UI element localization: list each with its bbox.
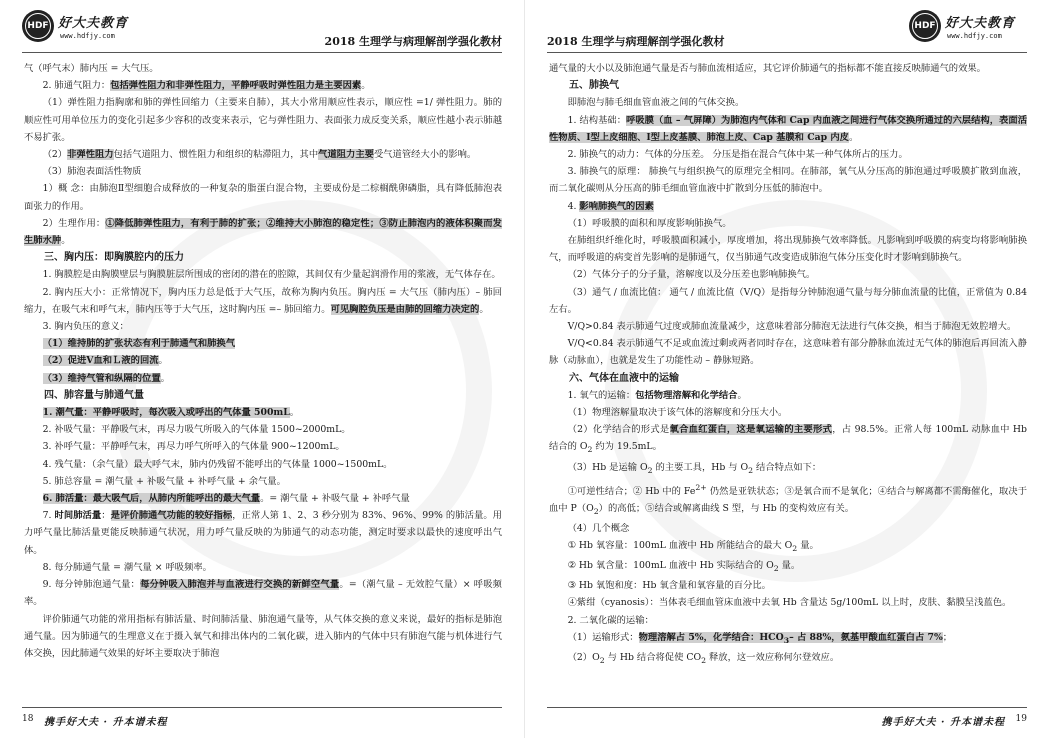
body-paragraph: （1）呼吸膜的面积和厚度影响肺换气。 (567, 217, 732, 229)
page-footer (547, 707, 1027, 732)
body-paragraph: V/Q>0.84 表示肺通气过度或肺血流量减少，这意味着部分肺泡无法进行气体交换，相当于肺泡无效腔增大。 (567, 321, 1017, 333)
body-paragraph: （2）气体分子的分子量，溶解度以及分压差也影响肺换气。 (567, 269, 816, 281)
page-left (0, 0, 524, 738)
body-paragraph: 4. 影响肺换气的因素 (567, 200, 654, 212)
body-paragraph: 在肺组织纤维化时，呼吸膜面积减小，厚度增加，将出现肺换气效率降低。凡影响到呼吸膜的病变均将影响肺换气，而呼吸道的病变首先影响的是肺通气，仅当肺通气改变造成肺泡气体分压变化时才影响到肺换气。 (549, 235, 1027, 264)
footer-slogan: 携手好大夫 · 升本谱未程 (44, 717, 168, 728)
body-paragraph: 1. 胸膜腔是由胸膜壁层与胸膜脏层所围成的密闭的潜在的腔隙，其间仅有少量起润滑作用的浆液，无气体存在。 (42, 269, 501, 281)
body-paragraph: 3. 补呼气量：平静呼气末，再尽力呼气所呼入的气体量 900~1200mL。 (42, 441, 345, 453)
body-paragraph: 4. 残气量：（余气量）最大呼气末，肺内仍残留不能呼出的气体量 1000~1500mL。 (42, 458, 393, 470)
body-paragraph: 6. 肺活量：最大吸气后，从肺内所能呼出的最大气量。= 潮气量 + 补吸气量 + 补呼气量 (42, 493, 410, 505)
page-body (24, 60, 502, 662)
page-number: 18 (22, 714, 34, 724)
section-heading: 三、胸内压：即胸膜腔内的压力 (44, 252, 184, 264)
body-paragraph: 通气量的大小以及肺泡通气量是否与肺血流相适应，其它评价肺通气的指标都不能直接反映肺通气的效果。 (549, 63, 986, 74)
body-paragraph: （1）运输形式：物理溶解占 5%，化学结合：$HCO_3-$ 占 88%，氨基甲酸血红蛋白占 7%； (567, 631, 953, 645)
body-paragraph: 5. 肺总容量 = 潮气量 + 补吸气量 + 补呼气量 + 余气量。 (42, 475, 286, 487)
body-paragraph: 2）生理作用：①降低肺弹性阻力，有利于肺的扩张；②维持大小肺泡的稳定性；③防止肺泡内的液体积聚而发生肺水肿。 (24, 217, 502, 247)
body-paragraph: ④紫绀（cyanosis）：当体表毛细血管床血液中去氧 Hb 含量达 5g/100mL 以上时，皮肤、黏膜呈浅蓝色。 (567, 597, 1012, 609)
page-right (525, 0, 1049, 738)
body-paragraph: 3. 肺换气的原理： 肺换气与组织换气的原理完全相同。在肺部，氧气从分压高的肺泡通过呼吸膜扩散到血液，而二氧化碳则从分压高的肺毛细血管血液中扩散到分压低的肺泡中。 (549, 166, 1027, 195)
body-paragraph: 评价肺通气功能的常用指标有肺活量、时间肺活量、肺泡通气量等，从气体交换的意义来说，最好的指标是肺泡通气量。因为肺通气的生理意义在于摄入氧气和排出体内的二氧化碳，进入肺内的气体中只有肺泡气能与机体进行气体交换，因此肺通气效果的好坏主要取决于肺泡 (24, 613, 502, 659)
body-paragraph: 1. 结构基础：呼吸膜（血 – 气屏障）为肺泡内气体和 Cap 内血液之间进行气体交换所通过的六层结构，表面活性物质、Ⅰ型上皮细胞、Ⅰ型上皮基膜、肺泡上皮、Cap 基膜和 Cap 内皮。 (549, 114, 1027, 143)
body-paragraph: 8. 每分肺通气量 = 潮气量 × 呼吸频率。 (42, 561, 212, 573)
page-number: 19 (1015, 714, 1027, 724)
page-header (22, 6, 502, 53)
brand-url: www.hdfjy.com (947, 32, 1002, 40)
page-header (547, 6, 1027, 53)
brand-seal-icon: HDF (22, 10, 54, 42)
header-title: 2018 生理学与病理解剖学强化教材 (547, 35, 725, 48)
body-paragraph: 即肺泡与肺毛细血管血液之间的气体交换。 (567, 97, 745, 109)
body-paragraph: ①可逆性结合；② Hb 中的 $Fe^{2+}$ 仍然是亚铁状态；③是氧合而不是氧化；④结合与解离都不需酶催化，取决于血中 $P(O_2)$的高低；⑤结合或解离曲线 S 型，与 Hb 的变构效应有关。 (549, 482, 1027, 516)
footer-slogan: 携手好大夫 · 升本谱未程 (881, 717, 1005, 728)
body-paragraph: 2. 胸内压大小：正常情况下，胸内压力总是低于大气压，故称为胸内负压。胸内压 = 大气压（肺内压）– 肺回缩力，在吸气末和呼气末，肺内压等于大气压，这时胸内压 =– 肺回缩力。可见胸腔负压是由肺的回缩力决定的。 (24, 286, 502, 315)
body-paragraph: 1. 潮气量：平静呼吸时，每次吸入或呼出的气体量 500mL。 (42, 407, 300, 419)
header-title: 2018 生理学与病理解剖学强化教材 (324, 35, 502, 48)
body-paragraph: 气（呼气末）肺内压 = 大气压。 (24, 63, 159, 74)
brand-url: www.hdfjy.com (60, 32, 115, 40)
body-paragraph: （3）Hb 是运输 $O_2$ 的主要工具，Hb 与 $O_2$ 结合特点如下： (567, 461, 822, 475)
body-paragraph: 1. 氧气的运输：包括物理溶解和化学结合。 (567, 389, 747, 401)
body-paragraph: （2）化学结合的形式是氧合血红蛋白，这是氧运输的主要形式，占 98.5%。正常人每 100mL 动脉血中 Hb 结合的 $O_2$ 约为 19.5mL。 (549, 424, 1027, 455)
page-footer (22, 707, 502, 732)
body-paragraph: 9. 每分钟肺泡通气量：每分钟吸入肺泡并与血液进行交换的新鲜空气量。=（潮气量 – 无效腔气量）× 呼吸频率。 (24, 579, 502, 608)
body-paragraph: （2）促进Ⅴ血和Ｌ液的回流。 (42, 355, 168, 367)
brand-logo (909, 10, 1027, 50)
section-heading: 四、肺容量与肺通气量 (44, 389, 144, 401)
body-paragraph: 2. 补吸气量：平静吸气末，再尽力吸气所吸入的气体量 1500~2000mL。 (42, 424, 351, 436)
brand-name: 好大夫教育 (945, 16, 1016, 31)
brand-logo (22, 10, 140, 50)
body-paragraph: （3）维持气管和纵隔的位置。 (42, 372, 170, 384)
body-paragraph: 7. 时间肺活量：是评价肺通气功能的较好指标，正常人第 1、2、3 秒分别为 83%、96%、99% 的肺活量。用力呼气量比肺活量更能反映肺通气状况，用力呼气量反映的为肺通气的动态功能，测定时要求以最快的速度呼出气体。 (24, 510, 502, 556)
body-paragraph: （1）维持肺的扩张状态有利于肺通气和肺换气 (42, 338, 236, 350)
body-paragraph: 2. 二氧化碳的运输： (567, 614, 654, 626)
body-paragraph: $(2)O_2$ 与 Hb 结合将促使 $CO_2$ 释放，这一效应称何尔登效应。 (567, 651, 840, 665)
section-heading: 六、气体在血液中的运输 (569, 372, 679, 384)
body-paragraph: V/Q<0.84 表示肺通气不足或血流过剩或两者同时存在，这意味着有部分静脉血流过无气体的肺泡后再回流入静脉（动脉血），也就是发生了功能性动 – 静脉短路。 (549, 338, 1027, 367)
body-paragraph: ② Hb 氧含量：100mL 血液中 Hb 实际结合的 $O_2$ 量。 (567, 560, 801, 574)
body-paragraph: ① Hb 氧容量：100mL 血液中 Hb 所能结合的最大 $O_2$ 量。 (567, 540, 819, 554)
body-paragraph: 3. 胸内负压的意义： (42, 321, 129, 333)
body-paragraph: 2. 肺通气阻力：包括弹性阻力和非弹性阻力，平静呼吸时弹性阻力是主要因素。 (42, 80, 371, 92)
body-paragraph: （3）肺泡表面活性物质 (42, 166, 142, 178)
page-body (549, 60, 1027, 669)
body-paragraph: （4）几个概念 (567, 522, 630, 534)
brand-seal-icon: HDF (909, 10, 941, 42)
body-paragraph: （3）通气 / 血流比值： 通气 / 血流比值（V/Q）是指每分钟肺泡通气量与每分肺血流量的比值，正常值为 0.84 左右。 (549, 286, 1027, 315)
body-paragraph: 1）概 念：由肺泡Ⅱ型细胞合成释放的一种复杂的脂蛋白混合物，主要成份是二棕榈酰卵磷脂，具有降低肺泡表面张力的作用。 (24, 183, 502, 212)
body-paragraph: ③ Hb 氧饱和度：Hb 氧含量和氧容量的百分比。 (567, 580, 771, 592)
brand-name: 好大夫教育 (58, 16, 129, 31)
body-paragraph: （1）弹性阻力指胸廓和肺的弹性回缩力（主要来自肺），其大小常用顺应性表示，顺应性 =1/ 弹性阻力。肺的顺应性可用单位压力的变化引起多少容积的改变来表示，它与弹性阻力、表面张力成反变关系，顺应性越小表示肺越不易扩张。 (24, 97, 502, 143)
body-paragraph: （2）非弹性阻力包括气道阻力、惯性阻力和组织的粘滞阻力，其中气道阻力主要受气道管经大小的影响。 (42, 149, 477, 161)
section-heading: 五、肺换气 (569, 80, 619, 92)
body-paragraph: （1）物理溶解量取决于该气体的溶解度和分压大小。 (567, 407, 788, 419)
body-paragraph: 2. 肺换气的动力：气体的分压差。 分压是指在混合气体中某一种气体所占的压力。 (567, 149, 908, 161)
